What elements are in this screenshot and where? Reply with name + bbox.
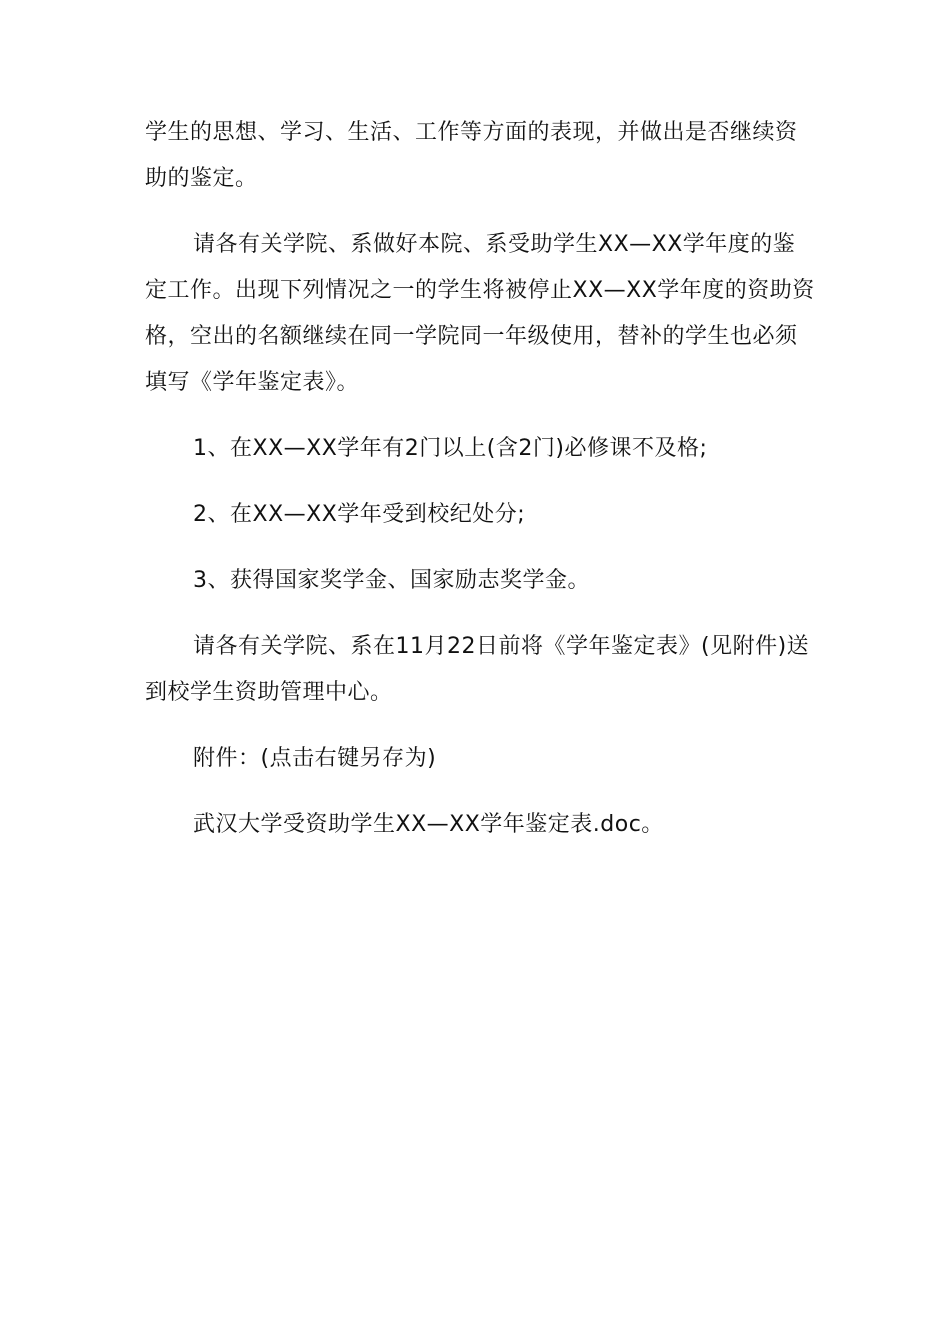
attachment-label: 附件：(点击右键另存为) xyxy=(193,746,437,771)
paragraph-deadline: 请各有关学院、系在11月22日前将《学年鉴定表》(见附件)送到校学生资助管理中心。 xyxy=(145,634,810,705)
condition-item-1: 1、在XX—XX学年有2门以上(含2门)必修课不及格; xyxy=(193,436,708,461)
paragraph-intro-continuation: 学生的思想、学习、生活、工作等方面的表现，并做出是否继续资助的鉴定。 xyxy=(145,120,798,191)
document-body xyxy=(145,110,815,848)
condition-item-2: 2、在XX—XX学年受到校纪处分; xyxy=(193,502,526,527)
attachment-file-link[interactable]: 武汉大学受资助学生XX—XX学年鉴定表.doc。 xyxy=(193,812,664,837)
paragraph-appraisal-request: 请各有关学院、系做好本院、系受助学生XX—XX学年度的鉴定工作。出现下列情况之一的学生将被停止XX—XX学年度的资助资格，空出的名额继续在同一学院同一年级使用，替补的学生也必须填写《学年鉴定表》。 xyxy=(145,232,815,395)
condition-item-3: 3、获得国家奖学金、国家励志奖学金。 xyxy=(193,568,590,593)
